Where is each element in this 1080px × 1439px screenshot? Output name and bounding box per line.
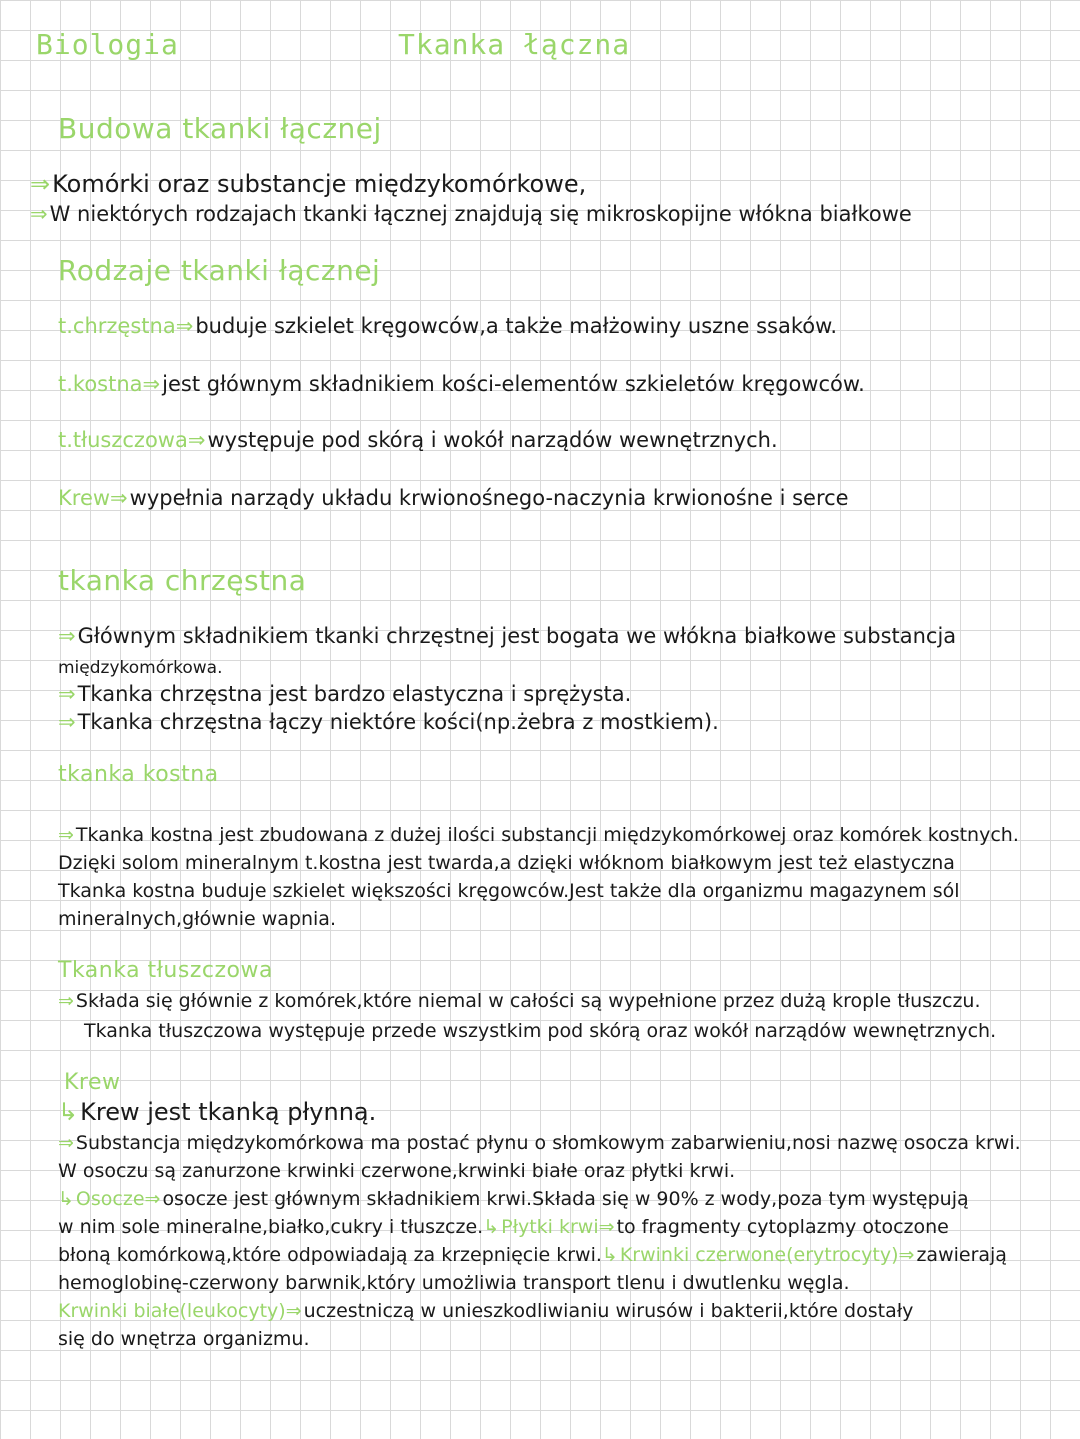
heading-rodzaje: Rodzaje tkanki łącznej <box>58 254 381 287</box>
heading-krew: Krew <box>64 1070 121 1095</box>
kostna-line-3: Tkanka kostna buduje szkielet większości kręgowców.Jest także dla organizmu magazynem sól <box>58 880 960 902</box>
krew-line-4: ↳ Osocze⇒ osocze jest głównym składnikiem krwi.Składa się w 90% z wody,poza tym występują <box>58 1188 969 1210</box>
arrow-icon: ⇒ <box>30 202 48 226</box>
krew-line-6: błoną komórkową,które odpowiadają za krzepnięcie krwi.↳ Krwinki czerwone(erytrocyty)⇒ zawierają <box>58 1244 1007 1266</box>
arrow-icon: ⇒ <box>58 682 76 706</box>
chrzestna-line-3: ⇒Tkanka chrzęstna jest bardzo elastyczna i sprężysta. <box>58 682 632 706</box>
hook-arrow-icon: ↳ <box>58 1188 74 1210</box>
hook-arrow-icon: ↳ <box>601 1244 618 1266</box>
chrzestna-line-1: ⇒Głównym składnikiem tkanki chrzęstnej jest bogata we włókna białkowe substancja <box>58 624 957 648</box>
arrow-icon: ⇒ <box>110 486 128 510</box>
krew-line-7: hemoglobinę-czerwony barwnik,który umożliwia transport tlenu i dwutlenku węgla. <box>58 1272 850 1294</box>
arrow-icon: ⇒ <box>58 624 76 648</box>
arrow-icon: ⇒ <box>187 428 206 452</box>
tluszczowa-line-2: Tkanka tłuszczowa występuje przede wszystkim pod skórą oraz wokół narządów wewnętrznych. <box>84 1020 997 1042</box>
arrow-icon: ⇒ <box>285 1300 302 1322</box>
arrow-icon: ⇒ <box>144 1188 161 1210</box>
krew-line-5: w nim sole mineralne,białko,cukry i tłuszcze.↳ Płytki krwi⇒ to fragmenty cytoplazmy otoczone <box>58 1216 949 1238</box>
kostna-line-2: Dzięki solom mineralnym t.kostna jest twarda,a dzięki włóknom białkowym jest też elastyczna <box>58 852 955 874</box>
krew-line-9: się do wnętrza organizmu. <box>58 1328 310 1350</box>
arrow-icon: ⇒ <box>175 314 194 338</box>
arrow-icon: ⇒ <box>58 710 76 734</box>
chrzestna-line-2: międzykomórkowa. <box>58 658 223 678</box>
heading-budowa: Budowa tkanki łącznej <box>58 112 382 145</box>
rodzaje-item-krew: Krew⇒wypełnia narządy układu krwionośnego-naczynia krwionośne i serce <box>58 486 849 510</box>
rodzaje-item-tluszczowa: t.tłuszczowa⇒występuje pod skórą i wokół narządów wewnętrznych. <box>58 428 778 452</box>
kostna-line-1: ⇒ Tkanka kostna jest zbudowana z dużej ilości substancji międzykomórkowej oraz komórek kostnych. <box>58 824 1019 846</box>
budowa-line-1: ⇒Komórki oraz substancje międzykomórkowe, <box>30 170 587 198</box>
page-title: Tkanka łączna <box>398 28 631 61</box>
rodzaje-item-kostna: t.kostna⇒jest głównym składnikiem kości-elementów szkieletów kręgowców. <box>58 372 865 396</box>
arrow-icon: ⇒ <box>30 170 51 198</box>
arrow-icon: ⇒ <box>142 372 161 396</box>
heading-chrzestna: tkanka chrzęstna <box>58 564 307 597</box>
chrzestna-line-4: ⇒Tkanka chrzęstna łączy niektóre kości(np.żebra z mostkiem). <box>58 710 719 734</box>
arrow-icon: ⇒ <box>58 824 74 846</box>
krew-line-1: ↳Krew jest tkanką płynną. <box>58 1098 377 1126</box>
krew-line-2: ⇒ Substancja międzykomórkowa ma postać płynu o słomkowym zabarwieniu,nosi nazwę osocza krwi. <box>58 1132 1021 1154</box>
heading-kostna: tkanka kostna <box>58 762 219 787</box>
subject-title: Biologia <box>36 28 179 61</box>
kostna-line-4: mineralnych,głównie wapnia. <box>58 908 336 930</box>
krew-line-8: Krwinki białe(leukocyty)⇒ uczestniczą w unieszkodliwianiu wirusów i bakterii,które dostały <box>58 1300 914 1322</box>
tluszczowa-line-1: ⇒ Składa się głównie z komórek,które niemal w całości są wypełnione przez dużą krople tłuszczu. <box>58 990 981 1012</box>
budowa-line-2: ⇒W niektórych rodzajach tkanki łącznej znajdują się mikroskopijne włókna białkowe <box>30 202 912 226</box>
hook-arrow-icon: ↳ <box>483 1216 500 1238</box>
heading-tluszczowa: Tkanka tłuszczowa <box>58 958 273 983</box>
arrow-icon: ⇒ <box>898 1244 915 1266</box>
rodzaje-item-chrzestna: t.chrzęstna⇒buduje szkielet kręgowców,a także małżowiny uszne ssaków. <box>58 314 838 338</box>
krew-line-3: W osoczu są zanurzone krwinki czerwone,krwinki białe oraz płytki krwi. <box>58 1160 736 1182</box>
arrow-icon: ⇒ <box>58 990 74 1012</box>
hook-arrow-icon: ↳ <box>58 1098 79 1126</box>
arrow-icon: ⇒ <box>598 1216 615 1238</box>
arrow-icon: ⇒ <box>58 1132 74 1154</box>
